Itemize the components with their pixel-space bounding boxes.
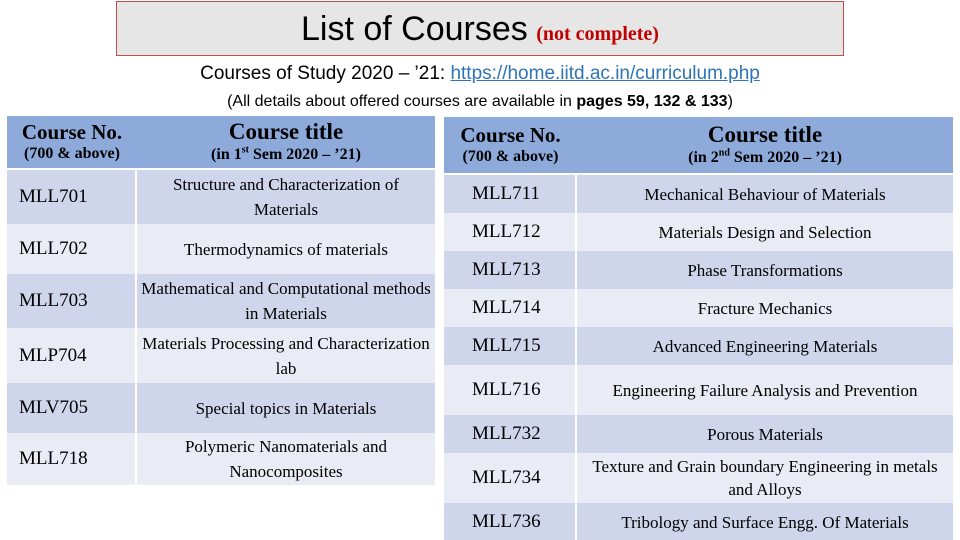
table-row <box>444 327 953 365</box>
slide-title: List of Courses <box>301 10 528 48</box>
table-row <box>7 274 435 328</box>
course-title: Structure and Characterization of Materials <box>137 170 435 224</box>
course-title: Porous Materials <box>577 415 953 453</box>
course-code: MLV705 <box>7 383 137 433</box>
course-title-header-label: Course title <box>707 122 823 147</box>
course-title: Phase Transformations <box>577 251 953 289</box>
course-title: Texture and Grain boundary Engineering in metals and Alloys <box>577 453 953 503</box>
table-row <box>444 415 953 453</box>
course-title: Mechanical Behaviour of Materials <box>577 175 953 213</box>
course-no-header-sub: (700 & above) <box>24 145 120 162</box>
table-row <box>7 170 435 224</box>
table-row <box>444 503 953 540</box>
course-title: Fracture Mechanics <box>577 289 953 327</box>
course-code: MLL713 <box>444 251 577 289</box>
course-title: Tribology and Surface Engg. Of Materials <box>577 503 953 540</box>
table-row <box>444 453 953 503</box>
course-title: Mathematical and Computational methods in Materials <box>137 274 435 328</box>
courses-of-study-label: Courses of Study 2020 – ’21: <box>200 63 451 84</box>
course-title-header <box>577 117 953 175</box>
table-header-row <box>444 117 953 175</box>
course-code: MLP704 <box>7 328 137 383</box>
course-title: Thermodynamics of materials <box>137 224 435 274</box>
course-code: MLL716 <box>444 365 577 415</box>
course-code: MLL732 <box>444 415 577 453</box>
title-note: (not complete) <box>536 23 659 45</box>
course-title-header <box>137 116 435 170</box>
course-no-header <box>444 117 577 175</box>
table-row <box>444 289 953 327</box>
course-code: MLL711 <box>444 175 577 213</box>
slide-title-box <box>116 1 844 56</box>
course-code: MLL734 <box>444 453 577 503</box>
course-title-header-sub: (in 2nd Sem 2020 – ’21) <box>688 147 842 166</box>
courses-of-study-line <box>0 63 960 85</box>
course-code: MLL736 <box>444 503 577 540</box>
course-code: MLL715 <box>444 327 577 365</box>
table-row <box>444 175 953 213</box>
table-row <box>7 383 435 433</box>
course-title-header-label: Course title <box>228 119 344 144</box>
course-code: MLL702 <box>7 224 137 274</box>
course-title: Materials Design and Selection <box>577 213 953 251</box>
course-code: MLL714 <box>444 289 577 327</box>
table-header-row <box>7 116 435 170</box>
course-title: Special topics in Materials <box>137 383 435 433</box>
course-no-header-label: Course No. <box>460 123 561 147</box>
course-no-header-sub: (700 & above) <box>462 148 559 165</box>
table-row <box>444 365 953 415</box>
course-title: Engineering Failure Analysis and Prevention <box>577 365 953 415</box>
details-suffix: ) <box>727 93 733 110</box>
table-row <box>7 224 435 274</box>
course-code: MLL712 <box>444 213 577 251</box>
course-title-header-sub: (in 1st Sem 2020 – ’21) <box>211 144 361 163</box>
second-sem-course-table <box>444 117 953 540</box>
course-code: MLL701 <box>7 170 137 224</box>
course-title: Polymeric Nanomaterials and Nanocomposites <box>137 433 435 485</box>
course-code: MLL703 <box>7 274 137 328</box>
course-title: Materials Processing and Characterization lab <box>137 328 435 383</box>
table-row <box>444 213 953 251</box>
first-sem-course-table <box>7 116 435 485</box>
course-no-header-label: Course No. <box>21 120 123 144</box>
course-no-header <box>7 116 137 170</box>
table-row <box>444 251 953 289</box>
curriculum-link[interactable]: https://home.iitd.ac.in/curriculum.php <box>450 63 760 84</box>
course-title: Advanced Engineering Materials <box>577 327 953 365</box>
table-row <box>7 433 435 485</box>
course-code: MLL718 <box>7 433 137 485</box>
details-pages: pages 59, 132 & 133 <box>576 93 728 110</box>
table-row <box>7 328 435 383</box>
details-note <box>0 93 960 111</box>
details-prefix: (All details about offered courses are available in <box>227 93 577 110</box>
